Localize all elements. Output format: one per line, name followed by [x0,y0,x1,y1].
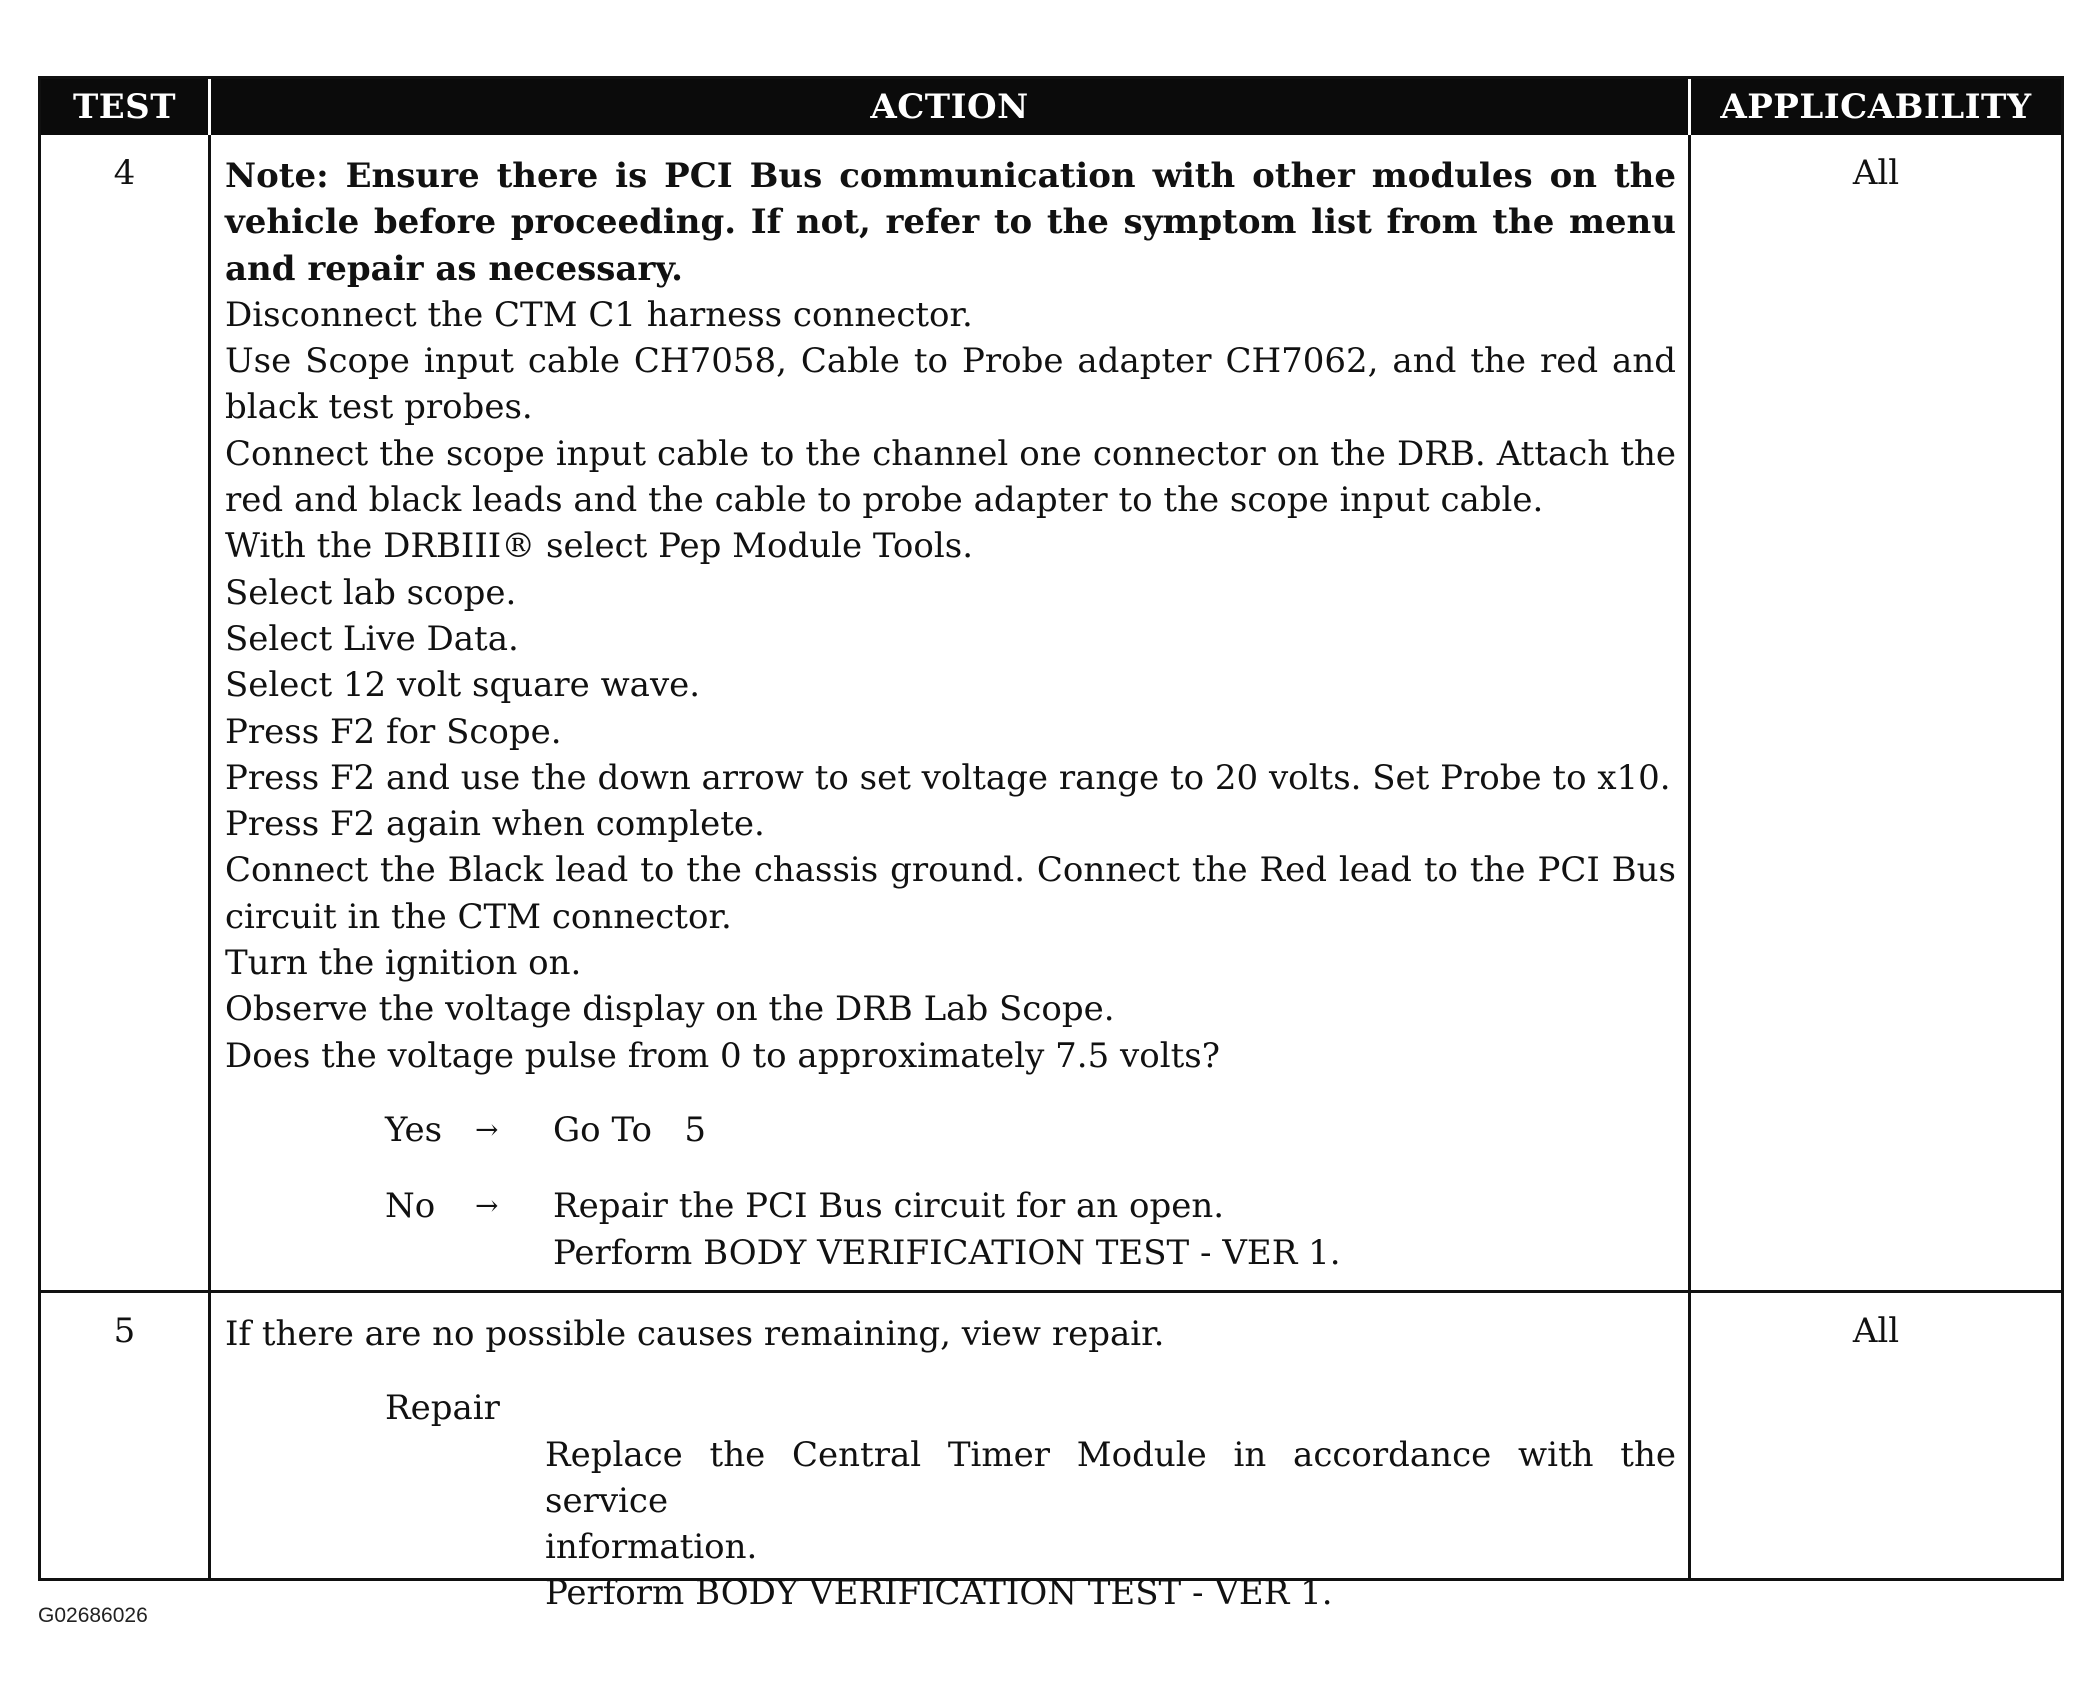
repair-intro: If there are no possible causes remaining, view repair. [225,1314,1165,1354]
repair-block [225,1385,1676,1616]
test-number: 4 [41,135,211,1290]
diagnostic-test-table [38,76,2064,1614]
no-label: No [385,1186,436,1227]
applicability-cell: All [1852,1311,1900,1351]
step-line: Connect the scope input cable to the channel one connector on the DRB. Attach the [225,433,1676,474]
step-line: Select lab scope. [225,572,517,613]
step-line: Use Scope input cable CH7058, Cable to Probe adapter CH7062, and the red and [225,341,1676,382]
step-line: Turn the ignition on. [225,943,582,984]
step-line: Does the voltage pulse from 0 to approximately 7.5 volts? [225,1035,1220,1076]
figure-code: G02686026 [38,1604,148,1627]
yes-result: Go To 5 [553,1109,706,1150]
repair-line: information. [545,1527,758,1568]
step-line: Connect the Black lead to the chassis ground. Connect the Red lead to the PCI Bus [225,850,1676,891]
table-row-test-4 [41,135,2061,1290]
no-result [553,1183,1676,1276]
note-text [225,153,1676,292]
no-result-line: Repair the PCI Bus circuit for an open. [553,1186,1225,1227]
applicability-cell: All [1852,153,1900,193]
step-line: circuit in the CTM connector. [225,896,732,937]
action-cell [211,135,1691,1290]
header-test: TEST [41,79,211,135]
yes-no-branch [385,1107,1676,1276]
step-line: Press F2 for Scope. [225,711,562,752]
step-line: Select 12 volt square wave. [225,665,701,706]
step-line: Select Live Data. [225,618,519,659]
table-header [41,79,2061,135]
repair-text [545,1432,1676,1617]
step-line: Disconnect the CTM C1 harness connector. [225,294,973,335]
no-result-line: Perform BODY VERIFICATION TEST - VER 1. [553,1232,1341,1273]
step-line: With the DRBIII® select Pep Module Tools. [225,526,973,567]
repair-label: Repair [385,1388,500,1429]
step-list [225,292,1676,1079]
step-line: Observe the voltage display on the DRB Lab Scope. [225,989,1115,1030]
test-number: 5 [41,1293,211,1578]
step-line: Press F2 again when complete. [225,804,765,845]
note-line: and repair as necessary. [225,248,683,289]
table-row-test-5 [41,1290,2061,1614]
yes-label: Yes [385,1109,443,1150]
note-line: Note: Ensure there is PCI Bus communication with other modules on the [225,156,1676,196]
step-line: red and black leads and the cable to probe adapter to the scope input cable. [225,480,1544,521]
yes-arrow-icon: → [475,1112,499,1146]
action-cell [211,1293,1691,1614]
repair-line: Replace the Central Timer Module in accordance with the service [545,1434,1676,1521]
header-applicability: APPLICABILITY [1720,87,2032,127]
no-arrow-icon: → [475,1189,499,1223]
step-line: black test probes. [225,387,533,428]
header-action: ACTION [211,79,1691,135]
repair-line: Perform BODY VERIFICATION TEST - VER 1. [545,1573,1333,1614]
step-line: Press F2 and use the down arrow to set voltage range to 20 volts. Set Probe to x10. [225,757,1671,798]
note-line: vehicle before proceeding. If not, refer to the symptom list from the menu [225,202,1676,243]
